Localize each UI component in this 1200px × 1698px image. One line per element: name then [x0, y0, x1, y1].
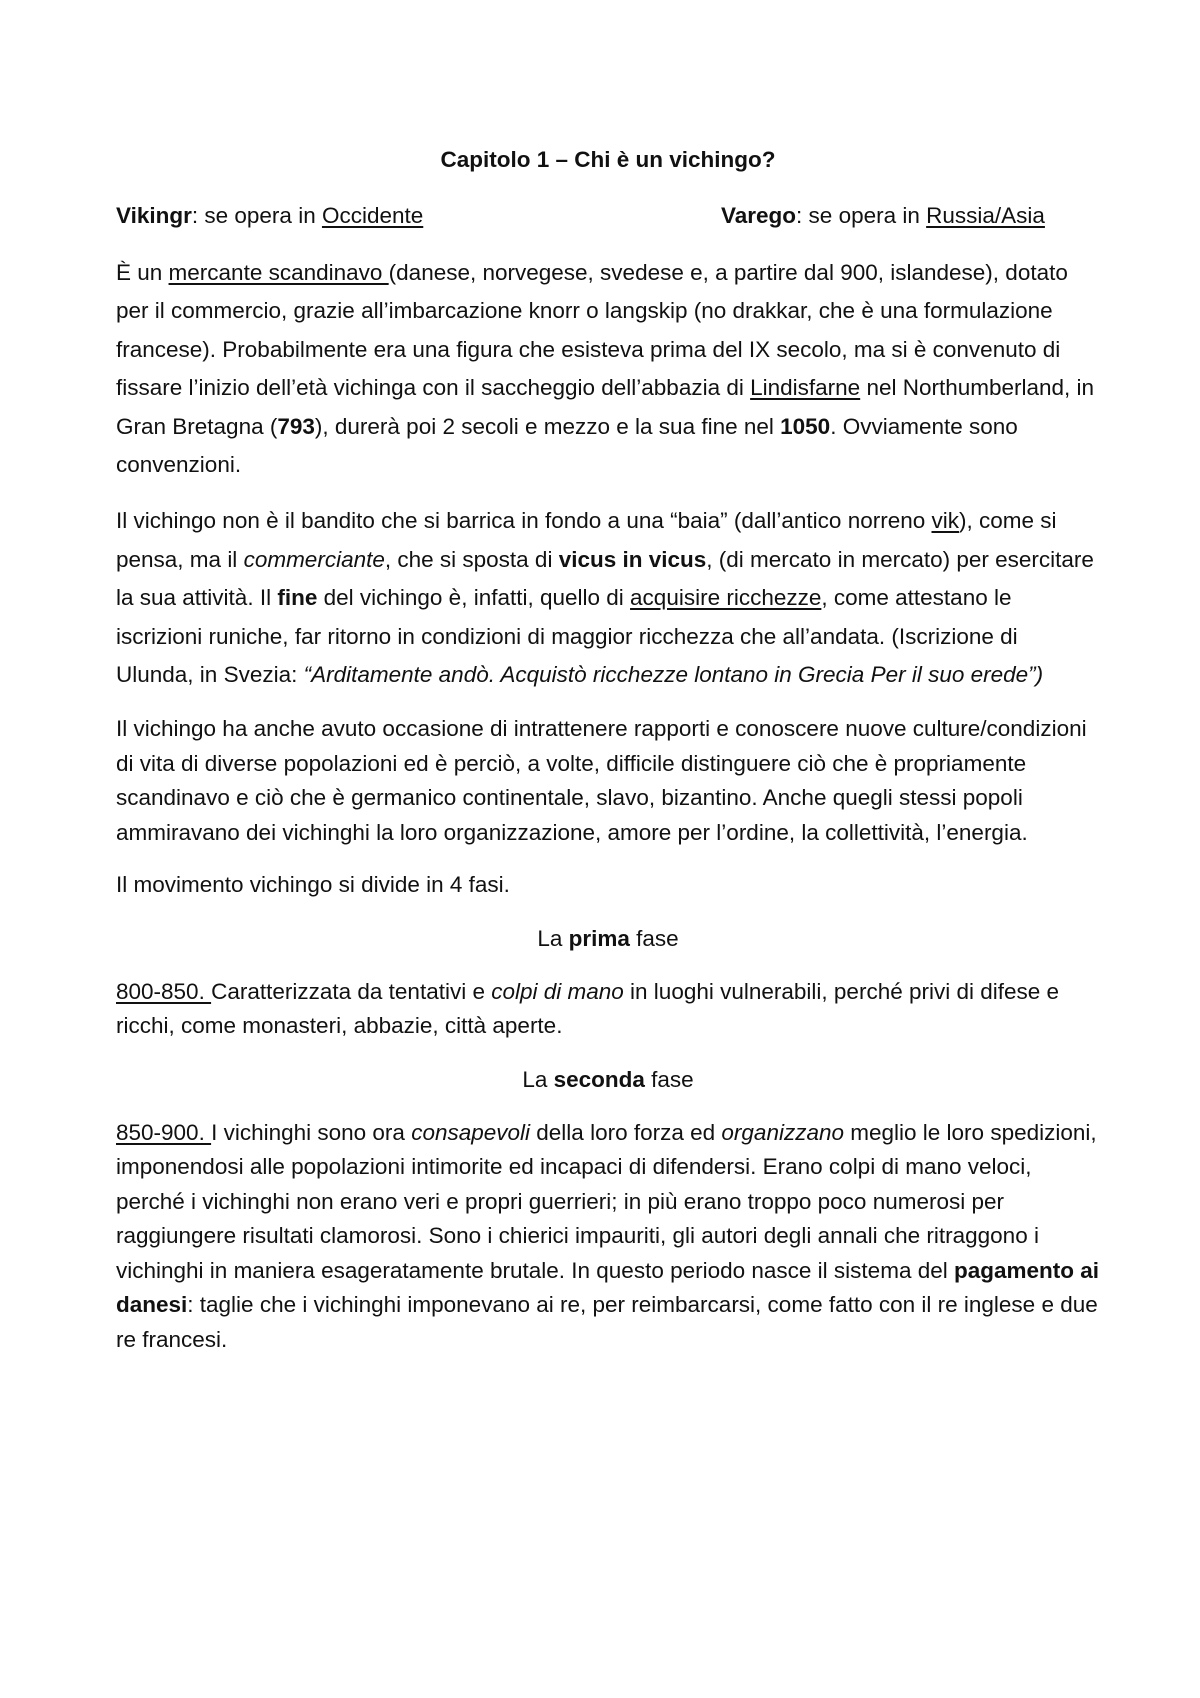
page-title: Capitolo 1 – Chi è un vichingo? — [440, 147, 776, 172]
paragraph-commerciante: Il vichingo non è il bandito che si barrica in fondo a una “baia” (dall’antico norreno vik), come si pensa, ma il commerciante, che si sposta di vicus in vicus, (di mercato in mercato) per esercitare la sua attività. Il fine del vichingo è, infatti, quello di acquisire ricchezze, come attestano le iscrizioni runiche, far ritorno in condizioni di maggior ricchezza che all’andata. (Iscrizione di Ulunda, in Svezia: “Arditamente andò. Acquistò ricchezze lontano in Grecia Per il suo erede”) — [116, 508, 1094, 688]
place-occidente: Occidente — [321, 203, 424, 228]
term-vikingr: Vikingr — [116, 203, 192, 228]
heading-prima-fase: La prima fase — [537, 925, 679, 951]
heading-seconda-fase: La seconda fase — [522, 1066, 694, 1092]
definition-varego: Varego: se opera in Russia/Asia — [721, 203, 1045, 228]
paragraph-prima-fase: 800-850. Caratterizzata da tentativi e colpi di mano in luoghi vulnerabili, perché privi di difese e ricchi, come monasteri, abbazie, città aperte. — [116, 978, 1060, 1039]
paragraph-phases-intro: Il movimento vichingo si divide in 4 fasi. — [116, 872, 510, 898]
dates-850-900: 850-900. — [116, 1119, 212, 1145]
term-varego: Varego — [721, 203, 797, 228]
dates-800-850: 800-850. — [116, 978, 212, 1004]
place-russia-asia: Russia/Asia — [926, 203, 1045, 228]
paragraph-merchant: È un mercante scandinavo (danese, norvegese, svedese e, a partire dal 900, islandese), dotato per il commercio, grazie all’imbarcazione knorr o langskip (no drakkar, che è una formulazione francese). Probabilmente era una figura che esisteva prima del IX secolo, ma si è convenuto di fissare l’inizio dell’età vichinga con il saccheggio dell’abbazia di Lindisfarne nel Northumberland, in Gran Bretagna (793), durerà poi 2 secoli e mezzo e la sua fine nel 1050. Ovviamente sono convenzioni. — [116, 260, 1095, 478]
document-page — [116, 142, 1100, 1375]
definitions-row — [116, 198, 1100, 234]
paragraph-seconda-fase: 850-900. I vichinghi sono ora consapevoli della loro forza ed organizzano meglio le loro spedizioni, imponendosi alle popolazioni intimorite ed incapaci di difendersi. Erano colpi di mano veloci, perché i vichinghi non erano veri e propri guerrieri; in più erano troppo poco numerosi per raggiungere risultati clamorosi. Sono i chierici impauriti, gli autori degli annali che ritraggono i vichinghi in maniera esageratamente brutale. In questo periodo nasce il sistema del pagamento ai danesi: taglie che i vichinghi imponevano ai re, per reimbarcarsi, come fatto con il re inglese e due re francesi. — [116, 1119, 1100, 1352]
definition-vikingr: Vikingr: se opera in Occidente — [116, 203, 424, 228]
paragraph-cultures: Il vichingo ha anche avuto occasione di intrattenere rapporti e conoscere nuove culture/condizioni di vita di diverse popolazioni ed è perciò, a volte, difficile distinguere ciò che è propriamente scandinavo e ciò che è germanico continentale, slavo, bizantino. Anche quegli stessi popoli ammiravano dei vichinghi la loro organizzazione, amore per l’ordine, la collettività, l’energia. — [116, 716, 1087, 845]
